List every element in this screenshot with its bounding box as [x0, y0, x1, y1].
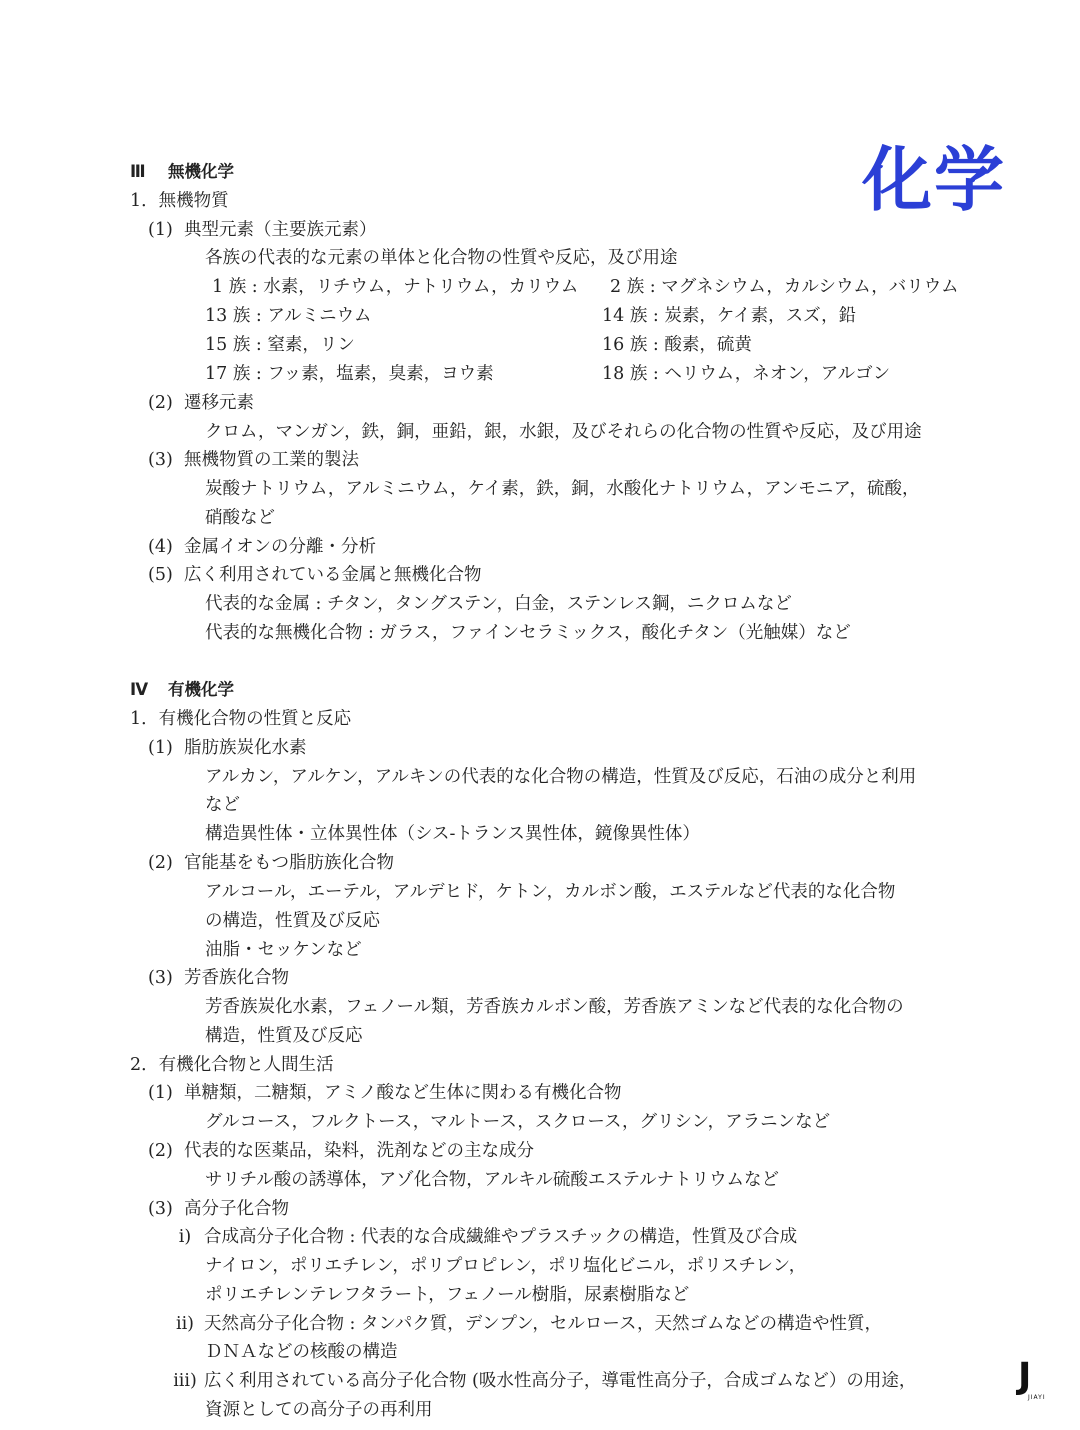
body-line — [205, 1168, 779, 1192]
body-line — [205, 1398, 433, 1422]
line-text: 遷移元素 — [184, 393, 254, 413]
chapter-title — [130, 707, 351, 731]
group-entry — [212, 275, 578, 299]
line-text: 構造，性質及び反応 — [205, 1026, 363, 1046]
logo-text: JIAYI — [1028, 1394, 1046, 1401]
subsection-title — [148, 563, 482, 587]
line-text: 1．無機物質 — [130, 191, 229, 211]
item-number: (3) — [148, 450, 173, 470]
body-line — [205, 1110, 830, 1134]
line-text: 有機化学 — [168, 680, 234, 699]
body-line — [205, 1024, 363, 1048]
body-line — [205, 1340, 398, 1364]
line-text: 無機物質の工業的製法 — [184, 450, 359, 470]
chapter-title — [130, 189, 229, 213]
item-number: (4) — [148, 537, 173, 557]
group-entry — [602, 333, 752, 357]
line-text: 芳香族化合物 — [184, 968, 289, 988]
body-line — [205, 765, 916, 789]
body-line — [205, 246, 678, 270]
line-text: 17 族 : フッ素，塩素，臭素，ヨウ素 — [205, 364, 494, 384]
line-text: 代表的な医薬品，染料，洗剤などの主な成分 — [184, 1141, 534, 1161]
item-number: (2) — [148, 1141, 173, 1161]
line-text: 各族の代表的な元素の単体と化合物の性質や反応，及び用途 — [205, 248, 678, 268]
section-heading — [130, 678, 234, 702]
line-text: 2．有機化合物と人間生活 — [130, 1055, 334, 1075]
roman-numeral: iii) — [173, 1371, 197, 1391]
chapter-title — [130, 1053, 334, 1077]
line-text: サリチル酸の誘導体，アゾ化合物，アルキル硫酸エステルナトリウムなど — [205, 1170, 779, 1190]
body-line — [205, 995, 904, 1019]
item-number: (3) — [148, 968, 173, 988]
line-text: 天然高分子化合物 : タンパク質，デンプン，セルロース，天然ゴムなどの構造や性質， — [204, 1314, 882, 1334]
line-text: 高分子化合物 — [184, 1199, 289, 1219]
line-text: ナイロン，ポリエチレン，ポリプロピレン，ポリ塩化ビニル，ポリスチレン， — [205, 1256, 807, 1276]
line-text: 炭酸ナトリウム，アルミニウム，ケイ素，鉄，銅，水酸化ナトリウム，アンモニア，硫酸， — [205, 479, 920, 499]
body-line — [205, 793, 240, 817]
line-text: など — [205, 795, 240, 815]
body-line — [205, 1283, 689, 1307]
subsection-title — [148, 535, 376, 559]
line-text: 16 族 : 酸素，硫黄 — [602, 335, 752, 355]
item-number: (1) — [148, 220, 173, 240]
roman-item — [166, 1369, 916, 1393]
group-entry — [205, 304, 371, 328]
subsection-title — [148, 1139, 534, 1163]
body-line — [205, 420, 922, 444]
subject-badge: 化学 — [862, 139, 1006, 221]
line-text: 金属イオンの分離・分析 — [184, 537, 376, 557]
subsection-title — [148, 218, 377, 242]
body-line — [205, 477, 920, 501]
line-text: 18 族 : ヘリウム，ネオン，アルゴン — [602, 364, 891, 384]
group-entry — [610, 275, 959, 299]
roman-item — [166, 1225, 797, 1249]
line-text: 硝酸など — [205, 508, 275, 528]
section-heading — [130, 160, 234, 184]
roman-numeral: i) — [178, 1227, 192, 1247]
line-text: 単糖類，二糖類，アミノ酸など生体に関わる有機化合物 — [184, 1083, 622, 1103]
brand-logo — [1016, 1358, 1056, 1404]
body-line — [205, 592, 792, 616]
body-line — [205, 822, 700, 846]
line-text: 1 族 : 水素，リチウム，ナトリウム，カリウム — [212, 277, 579, 297]
logo-mark: J — [1018, 1356, 1032, 1397]
body-line — [205, 506, 275, 530]
line-text: 代表的な無機化合物 : ガラス，ファインセラミックス，酸化チタン（光触媒）など — [205, 623, 851, 643]
line-text: 1．有機化合物の性質と反応 — [130, 709, 352, 729]
line-text: 典型元素（主要族元素） — [184, 220, 377, 240]
line-text: 構造異性体・立体異性体（シス-トランス異性体，鏡像異性体） — [205, 824, 700, 844]
body-line — [205, 909, 380, 933]
line-text: 芳香族炭化水素，フェノール類，芳香族カルボン酸，芳香族アミンなど代表的な化合物の — [205, 997, 904, 1017]
body-line — [205, 880, 895, 904]
section-number: Ⅳ — [130, 680, 149, 699]
line-text: 無機化学 — [168, 162, 234, 181]
line-text: の構造，性質及び反応 — [205, 911, 380, 931]
line-text: グルコース，フルクトース，マルトース，スクロース，グリシン，アラニンなど — [205, 1112, 831, 1132]
line-text: ポリエチレンテレフタラート，フェノール樹脂，尿素樹脂など — [205, 1285, 690, 1305]
group-entry — [602, 362, 890, 386]
subsection-title — [148, 736, 307, 760]
subsection-title — [148, 1081, 622, 1105]
section-number: Ⅲ — [130, 162, 146, 181]
line-text: 広く利用されている高分子化合物 (吸水性高分子，導電性高分子，合成ゴムなど）の用途， — [204, 1371, 917, 1391]
subsection-title — [148, 391, 254, 415]
line-text: 14 族 : 炭素，ケイ素，スズ，鉛 — [602, 306, 857, 326]
subsection-title — [148, 966, 289, 990]
item-number: (1) — [148, 1083, 173, 1103]
body-line — [205, 621, 851, 645]
group-entry — [205, 333, 355, 357]
group-entry — [205, 362, 494, 386]
subsection-title — [148, 1197, 289, 1221]
line-text: ＤＮＡなどの核酸の構造 — [205, 1342, 398, 1362]
line-text: アルコール，エーテル，アルデヒド，ケトン，カルボン酸，エステルなど代表的な化合物 — [205, 882, 896, 902]
line-text: 合成高分子化合物 : 代表的な合成繊維やプラスチックの構造，性質及び合成 — [204, 1227, 798, 1247]
group-entry — [602, 304, 856, 328]
line-text: 15 族 : 窒素，リン — [205, 335, 355, 355]
roman-numeral: ii) — [175, 1314, 195, 1334]
item-number: (5) — [148, 565, 173, 585]
line-text: 代表的な金属 : チタン，タングステン，白金，ステンレス鋼，ニクロムなど — [205, 594, 792, 614]
body-line — [205, 1254, 806, 1278]
line-text: 油脂・セッケンなど — [205, 940, 362, 960]
line-text: 資源としての高分子の再利用 — [205, 1400, 433, 1420]
line-text: 13 族 : アルミニウム — [205, 306, 372, 326]
item-number: (2) — [148, 853, 173, 873]
subsection-title — [148, 851, 394, 875]
item-number: (1) — [148, 738, 173, 758]
line-text: 脂肪族炭化水素 — [184, 738, 307, 758]
item-number: (2) — [148, 393, 173, 413]
roman-item — [166, 1312, 882, 1336]
body-line — [205, 938, 362, 962]
item-number: (3) — [148, 1199, 173, 1219]
line-text: 2 族 : マグネシウム，カルシウム，バリウム — [610, 277, 959, 297]
line-text: 官能基をもつ脂肪族化合物 — [184, 853, 394, 873]
line-text: クロム，マンガン，鉄，銅，亜鉛，銀，水銀，及びそれらの化合物の性質や反応，及び用途 — [205, 422, 922, 442]
subsection-title — [148, 448, 359, 472]
line-text: 広く利用されている金属と無機化合物 — [184, 565, 482, 585]
line-text: アルカン，アルケン，アルキンの代表的な化合物の構造，性質及び反応，石油の成分と利用 — [205, 767, 917, 787]
